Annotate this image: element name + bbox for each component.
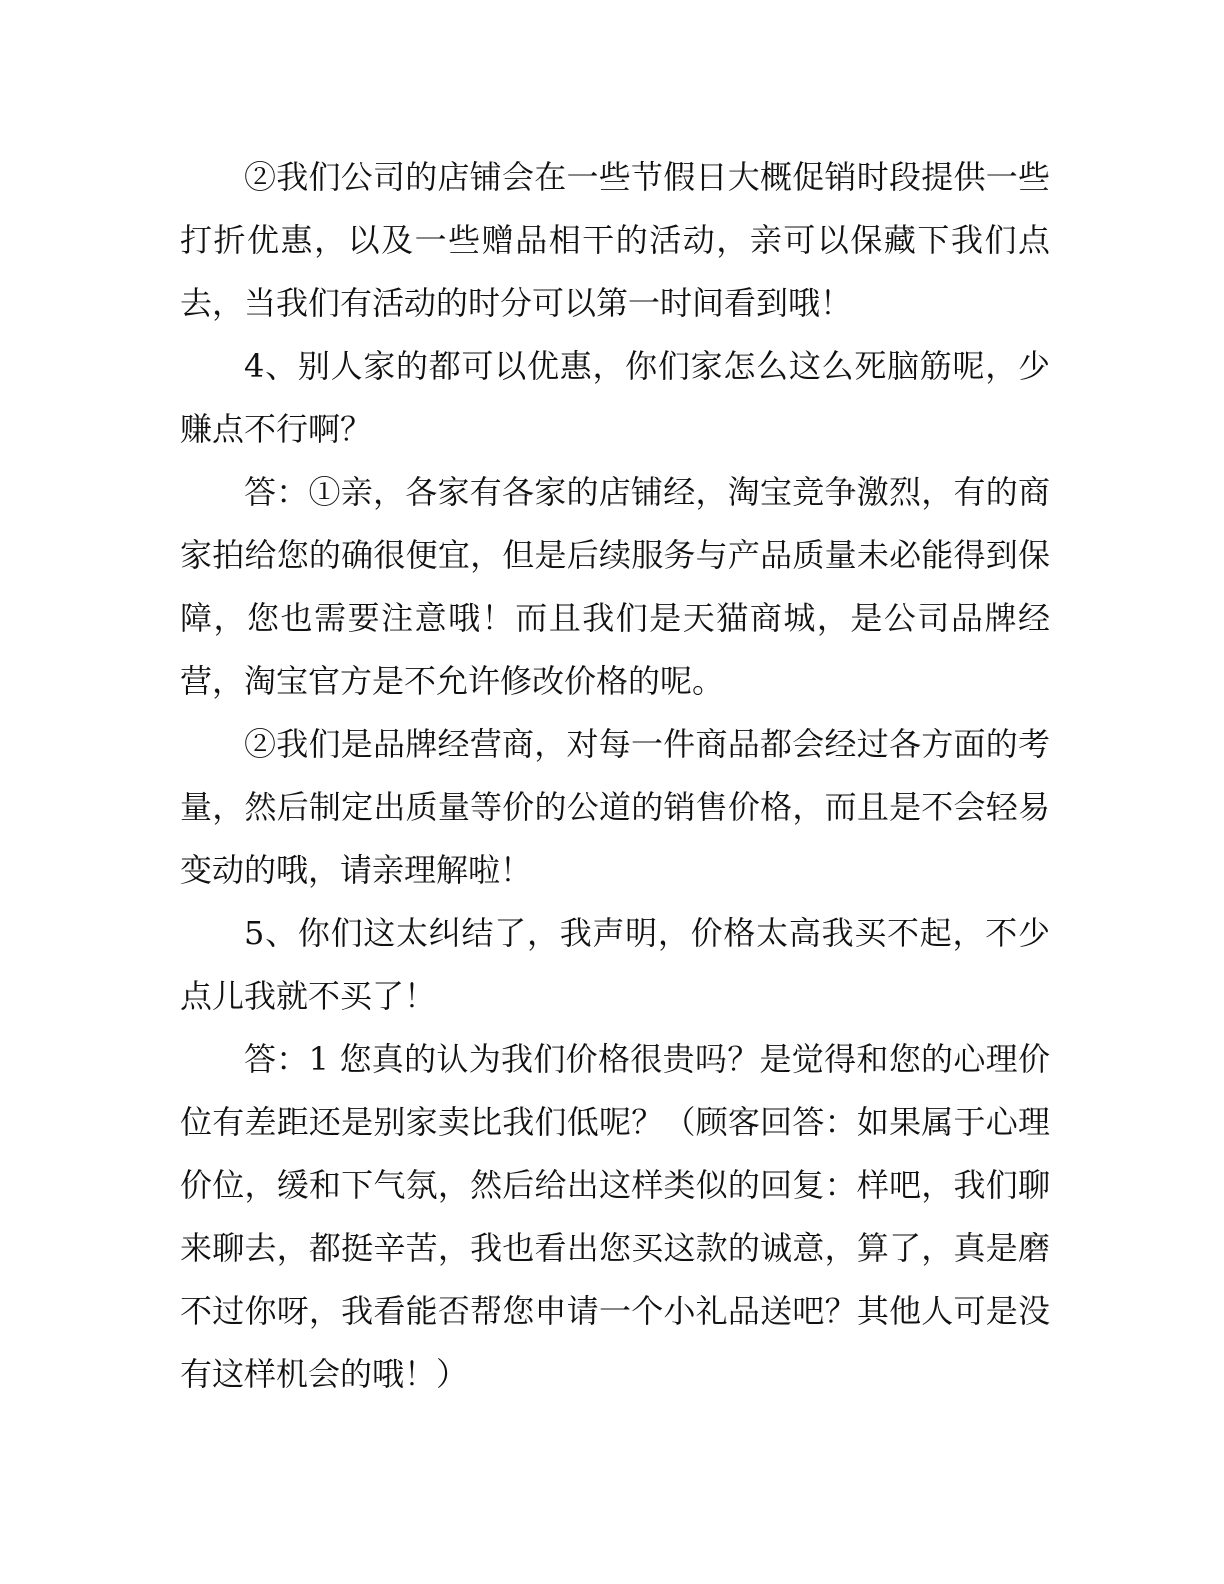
paragraph-answer-4-2: ②我们是品牌经营商，对每一件商品都会经过各方面的考量，然后制定出质量等价的公道的销售价格，而且是不会轻易变动的哦，请亲理解啦！: [180, 725, 1050, 889]
document-body: [180, 146, 1050, 1406]
paragraph-question-5: 5、你们这太纠结了，我声明，价格太高我买不起，不少点儿我就不买了！: [180, 914, 1050, 1015]
paragraph-answer-4-1: 答：①亲，各家有各家的店铺经，淘宝竞争激烈，有的商家拍给您的确很便宜，但是后续服务与产品质量未必能得到保障，您也需要注意哦！而且我们是天猫商城，是公司品牌经营，淘宝官方是不允许修改价格的呢。: [180, 473, 1050, 700]
paragraph-answer-5: 答：1 您真的认为我们价格很贵吗？是觉得和您的心理价位有差距还是别家卖比我们低呢？（顾客回答：如果属于心理价位，缓和下气氛，然后给出这样类似的回复：样吧，我们聊来聊去，都挺辛苦，我也看出您买这款的诚意，算了，真是磨不过你呀，我看能否帮您申请一个小礼品送吧？其他人可是没有这样机会的哦！）: [180, 1040, 1050, 1393]
paragraph-promotion-info: ②我们公司的店铺会在一些节假日大概促销时段提供一些打折优惠，以及一些赠品相干的活动，亲可以保藏下我们点去，当我们有活动的时分可以第一时间看到哦！: [180, 158, 1050, 322]
paragraph-question-4: 4、别人家的都可以优惠，你们家怎么这么死脑筋呢，少赚点不行啊？: [180, 347, 1050, 448]
